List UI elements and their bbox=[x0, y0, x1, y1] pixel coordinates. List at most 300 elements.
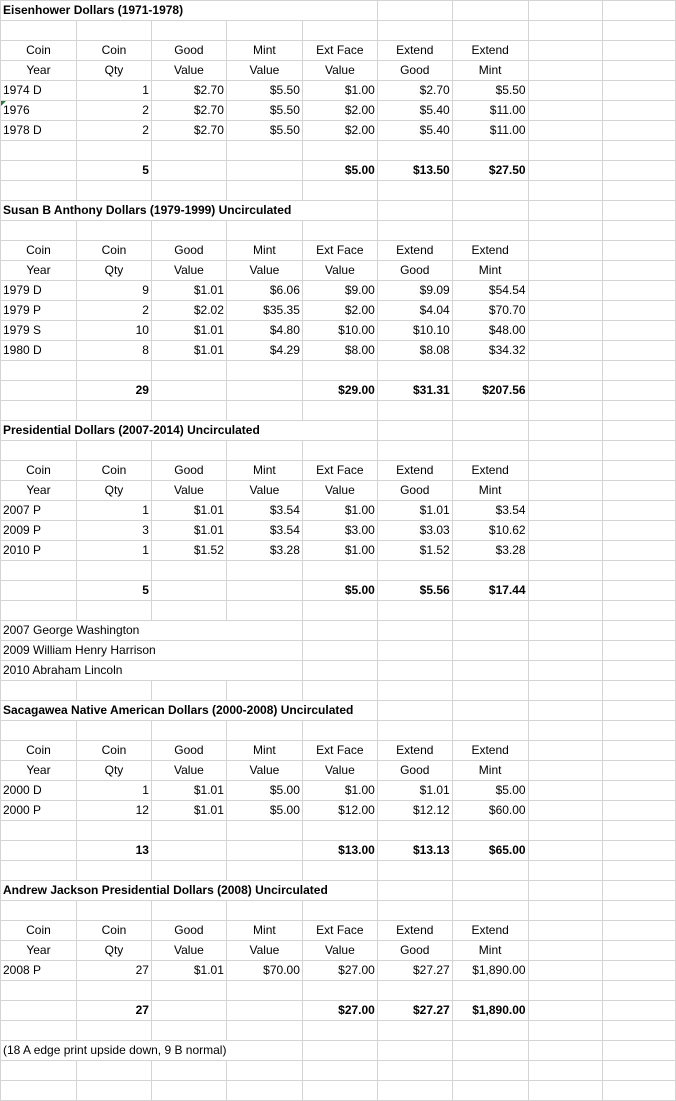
cell[interactable] bbox=[1, 861, 77, 881]
cell[interactable] bbox=[1, 981, 77, 1001]
cell[interactable] bbox=[1, 1001, 77, 1021]
cell[interactable] bbox=[377, 641, 452, 661]
total-ext-mint-cell[interactable]: $65.00 bbox=[452, 841, 528, 861]
cell[interactable] bbox=[377, 861, 452, 881]
coin-good-cell[interactable]: $1.01 bbox=[151, 341, 226, 361]
cell[interactable] bbox=[226, 1061, 302, 1081]
cell[interactable] bbox=[528, 61, 603, 81]
coin-ext-mint-cell[interactable]: $5.50 bbox=[452, 81, 528, 101]
cell[interactable] bbox=[528, 181, 603, 201]
coin-qty-cell[interactable]: 1 bbox=[76, 501, 151, 521]
cell[interactable] bbox=[528, 321, 603, 341]
cell[interactable] bbox=[528, 741, 603, 761]
cell[interactable] bbox=[76, 1021, 151, 1041]
column-header[interactable]: Mint bbox=[226, 461, 302, 481]
cell[interactable] bbox=[528, 501, 603, 521]
coin-ext-good-cell[interactable]: $1.52 bbox=[377, 541, 452, 561]
cell[interactable] bbox=[76, 681, 151, 701]
coin-ext-mint-cell[interactable]: $48.00 bbox=[452, 321, 528, 341]
cell[interactable] bbox=[603, 841, 676, 861]
cell[interactable] bbox=[528, 1001, 603, 1021]
column-header[interactable]: Ext Face bbox=[302, 741, 377, 761]
coin-mint-cell[interactable]: $5.50 bbox=[226, 101, 302, 121]
column-header[interactable]: Mint bbox=[452, 761, 528, 781]
cell[interactable] bbox=[603, 241, 676, 261]
cell[interactable] bbox=[452, 561, 528, 581]
cell[interactable] bbox=[151, 401, 226, 421]
cell[interactable] bbox=[302, 1041, 377, 1061]
cell[interactable] bbox=[603, 601, 676, 621]
cell[interactable] bbox=[377, 181, 452, 201]
column-header[interactable]: Good bbox=[377, 941, 452, 961]
total-qty-cell[interactable]: 27 bbox=[76, 1001, 151, 1021]
column-header[interactable]: Ext Face bbox=[302, 461, 377, 481]
cell[interactable] bbox=[603, 21, 676, 41]
column-header[interactable]: Extend bbox=[377, 461, 452, 481]
cell[interactable] bbox=[226, 381, 302, 401]
cell[interactable] bbox=[302, 601, 377, 621]
cell[interactable] bbox=[76, 561, 151, 581]
cell[interactable] bbox=[528, 241, 603, 261]
column-header[interactable]: Good bbox=[377, 481, 452, 501]
total-ext-mint-cell[interactable]: $1,890.00 bbox=[452, 1001, 528, 1021]
cell[interactable] bbox=[226, 841, 302, 861]
cell[interactable] bbox=[377, 721, 452, 741]
cell[interactable] bbox=[603, 301, 676, 321]
coin-ext-good-cell[interactable]: $8.08 bbox=[377, 341, 452, 361]
cell[interactable] bbox=[302, 621, 377, 641]
cell[interactable] bbox=[226, 161, 302, 181]
column-header[interactable]: Value bbox=[151, 481, 226, 501]
coin-ext-good-cell[interactable]: $9.09 bbox=[377, 281, 452, 301]
cell[interactable] bbox=[452, 1, 528, 21]
cell[interactable] bbox=[377, 701, 452, 721]
column-header[interactable]: Qty bbox=[76, 61, 151, 81]
cell[interactable] bbox=[603, 381, 676, 401]
coin-qty-cell[interactable]: 1 bbox=[76, 81, 151, 101]
cell[interactable] bbox=[226, 221, 302, 241]
cell[interactable] bbox=[302, 361, 377, 381]
cell[interactable] bbox=[603, 461, 676, 481]
cell[interactable] bbox=[1, 581, 77, 601]
coin-ext-mint-cell[interactable]: $34.32 bbox=[452, 341, 528, 361]
coin-face-cell[interactable]: $10.00 bbox=[302, 321, 377, 341]
cell[interactable] bbox=[528, 541, 603, 561]
column-header[interactable]: Good bbox=[377, 61, 452, 81]
cell[interactable] bbox=[151, 861, 226, 881]
cell[interactable] bbox=[452, 361, 528, 381]
cell[interactable] bbox=[151, 141, 226, 161]
cell[interactable] bbox=[528, 361, 603, 381]
cell[interactable] bbox=[452, 901, 528, 921]
column-header[interactable]: Coin bbox=[1, 41, 77, 61]
cell[interactable] bbox=[452, 861, 528, 881]
column-header[interactable]: Value bbox=[302, 761, 377, 781]
cell[interactable] bbox=[226, 901, 302, 921]
cell[interactable] bbox=[151, 841, 226, 861]
cell[interactable] bbox=[603, 801, 676, 821]
cell[interactable] bbox=[528, 1061, 603, 1081]
coin-mint-cell[interactable]: $3.28 bbox=[226, 541, 302, 561]
cell[interactable] bbox=[603, 981, 676, 1001]
cell[interactable] bbox=[302, 981, 377, 1001]
coin-qty-cell[interactable]: 12 bbox=[76, 801, 151, 821]
column-header[interactable]: Mint bbox=[452, 941, 528, 961]
coin-ext-good-cell[interactable]: $3.03 bbox=[377, 521, 452, 541]
cell[interactable] bbox=[226, 21, 302, 41]
cell[interactable] bbox=[528, 861, 603, 881]
coin-year-cell[interactable]: 2008 P bbox=[1, 961, 77, 981]
cell[interactable] bbox=[302, 861, 377, 881]
cell[interactable] bbox=[452, 181, 528, 201]
coin-face-cell[interactable]: $2.00 bbox=[302, 101, 377, 121]
total-ext-mint-cell[interactable]: $27.50 bbox=[452, 161, 528, 181]
cell[interactable] bbox=[528, 461, 603, 481]
cell[interactable] bbox=[302, 221, 377, 241]
cell[interactable] bbox=[302, 181, 377, 201]
cell[interactable] bbox=[528, 781, 603, 801]
cell[interactable] bbox=[528, 421, 603, 441]
cell[interactable] bbox=[528, 1, 603, 21]
column-header[interactable]: Value bbox=[226, 481, 302, 501]
column-header[interactable]: Qty bbox=[76, 941, 151, 961]
cell[interactable] bbox=[76, 401, 151, 421]
cell[interactable] bbox=[603, 781, 676, 801]
cell[interactable] bbox=[603, 521, 676, 541]
column-header[interactable]: Value bbox=[151, 941, 226, 961]
section-title[interactable]: Sacagawea Native American Dollars (2000-2008) Uncirculated bbox=[1, 701, 378, 721]
cell[interactable] bbox=[528, 701, 603, 721]
note-text[interactable]: (18 A edge print upside down, 9 B normal) bbox=[1, 1041, 303, 1061]
coin-year-cell[interactable]: 2000 D bbox=[1, 781, 77, 801]
total-ext-good-cell[interactable]: $13.50 bbox=[377, 161, 452, 181]
cell[interactable] bbox=[151, 561, 226, 581]
cell[interactable] bbox=[603, 501, 676, 521]
coin-mint-cell[interactable]: $5.50 bbox=[226, 121, 302, 141]
column-header[interactable]: Coin bbox=[76, 241, 151, 261]
cell[interactable] bbox=[377, 421, 452, 441]
column-header[interactable]: Coin bbox=[1, 461, 77, 481]
column-header[interactable]: Coin bbox=[1, 741, 77, 761]
cell[interactable] bbox=[226, 1081, 302, 1101]
cell[interactable] bbox=[452, 141, 528, 161]
column-header[interactable]: Mint bbox=[226, 921, 302, 941]
column-header[interactable]: Good bbox=[377, 261, 452, 281]
coin-face-cell[interactable]: $1.00 bbox=[302, 501, 377, 521]
cell[interactable] bbox=[151, 901, 226, 921]
coin-good-cell[interactable]: $1.01 bbox=[151, 281, 226, 301]
cell[interactable] bbox=[452, 661, 528, 681]
cell[interactable] bbox=[452, 421, 528, 441]
column-header[interactable]: Value bbox=[226, 61, 302, 81]
cell[interactable] bbox=[603, 441, 676, 461]
cell[interactable] bbox=[452, 441, 528, 461]
cell[interactable] bbox=[226, 1001, 302, 1021]
total-face-cell[interactable]: $13.00 bbox=[302, 841, 377, 861]
cell[interactable] bbox=[528, 641, 603, 661]
cell[interactable] bbox=[452, 621, 528, 641]
cell[interactable] bbox=[452, 401, 528, 421]
column-header[interactable]: Good bbox=[377, 761, 452, 781]
cell[interactable] bbox=[76, 901, 151, 921]
total-qty-cell[interactable]: 5 bbox=[76, 161, 151, 181]
total-face-cell[interactable]: $27.00 bbox=[302, 1001, 377, 1021]
cell[interactable] bbox=[603, 661, 676, 681]
coin-mint-cell[interactable]: $4.80 bbox=[226, 321, 302, 341]
cell[interactable] bbox=[226, 561, 302, 581]
coin-good-cell[interactable]: $1.01 bbox=[151, 321, 226, 341]
coin-ext-mint-cell[interactable]: $10.62 bbox=[452, 521, 528, 541]
cell[interactable] bbox=[377, 401, 452, 421]
cell[interactable] bbox=[528, 161, 603, 181]
cell[interactable] bbox=[1, 681, 77, 701]
cell[interactable] bbox=[603, 101, 676, 121]
coin-face-cell[interactable]: $12.00 bbox=[302, 801, 377, 821]
cell[interactable] bbox=[528, 661, 603, 681]
cell[interactable] bbox=[1, 221, 77, 241]
cell[interactable] bbox=[603, 901, 676, 921]
column-header[interactable]: Ext Face bbox=[302, 41, 377, 61]
total-ext-mint-cell[interactable]: $207.56 bbox=[452, 381, 528, 401]
column-header[interactable]: Year bbox=[1, 941, 77, 961]
cell[interactable] bbox=[528, 601, 603, 621]
cell[interactable] bbox=[76, 141, 151, 161]
column-header[interactable]: Value bbox=[302, 61, 377, 81]
cell[interactable] bbox=[603, 1081, 676, 1101]
column-header[interactable]: Year bbox=[1, 481, 77, 501]
column-header[interactable]: Mint bbox=[452, 61, 528, 81]
cell[interactable] bbox=[452, 721, 528, 741]
cell[interactable] bbox=[1, 1061, 77, 1081]
cell[interactable] bbox=[377, 441, 452, 461]
cell[interactable] bbox=[151, 721, 226, 741]
cell[interactable] bbox=[1, 821, 77, 841]
cell[interactable] bbox=[226, 581, 302, 601]
cell[interactable] bbox=[226, 681, 302, 701]
column-header[interactable]: Mint bbox=[226, 41, 302, 61]
cell[interactable] bbox=[226, 441, 302, 461]
cell[interactable] bbox=[151, 681, 226, 701]
cell[interactable] bbox=[528, 881, 603, 901]
cell[interactable] bbox=[1, 361, 77, 381]
cell[interactable] bbox=[603, 221, 676, 241]
column-header[interactable]: Good bbox=[151, 921, 226, 941]
coin-face-cell[interactable]: $9.00 bbox=[302, 281, 377, 301]
column-header[interactable]: Ext Face bbox=[302, 241, 377, 261]
cell[interactable] bbox=[528, 721, 603, 741]
cell[interactable] bbox=[603, 121, 676, 141]
cell[interactable] bbox=[603, 1021, 676, 1041]
cell[interactable] bbox=[452, 881, 528, 901]
cell[interactable] bbox=[1, 401, 77, 421]
column-header[interactable]: Value bbox=[226, 761, 302, 781]
coin-qty-cell[interactable]: 10 bbox=[76, 321, 151, 341]
column-header[interactable]: Value bbox=[151, 761, 226, 781]
cell[interactable] bbox=[377, 821, 452, 841]
coin-year-cell[interactable]: 2007 P bbox=[1, 501, 77, 521]
note-text[interactable]: 2007 George Washington bbox=[1, 621, 303, 641]
cell[interactable] bbox=[226, 601, 302, 621]
cell[interactable] bbox=[603, 821, 676, 841]
section-title[interactable]: Susan B Anthony Dollars (1979-1999) Uncirculated bbox=[1, 201, 378, 221]
coin-year-cell[interactable]: 1974 D bbox=[1, 81, 77, 101]
cell[interactable] bbox=[528, 381, 603, 401]
coin-good-cell[interactable]: $1.01 bbox=[151, 801, 226, 821]
cell[interactable] bbox=[603, 561, 676, 581]
cell[interactable] bbox=[1, 841, 77, 861]
cell[interactable] bbox=[603, 641, 676, 661]
coin-ext-mint-cell[interactable]: $11.00 bbox=[452, 101, 528, 121]
coin-qty-cell[interactable]: 9 bbox=[76, 281, 151, 301]
cell[interactable] bbox=[1, 381, 77, 401]
cell[interactable] bbox=[226, 1021, 302, 1041]
cell[interactable] bbox=[603, 141, 676, 161]
coin-face-cell[interactable]: $1.00 bbox=[302, 81, 377, 101]
column-header[interactable]: Qty bbox=[76, 761, 151, 781]
coin-year-cell[interactable]: 1979 S bbox=[1, 321, 77, 341]
cell[interactable] bbox=[452, 221, 528, 241]
coin-ext-mint-cell[interactable]: $5.00 bbox=[452, 781, 528, 801]
cell[interactable] bbox=[151, 361, 226, 381]
cell[interactable] bbox=[151, 221, 226, 241]
cell[interactable] bbox=[1, 161, 77, 181]
total-face-cell[interactable]: $5.00 bbox=[302, 581, 377, 601]
column-header[interactable]: Good bbox=[151, 241, 226, 261]
cell[interactable] bbox=[1, 21, 77, 41]
coin-good-cell[interactable]: $2.70 bbox=[151, 101, 226, 121]
coin-ext-mint-cell[interactable]: $70.70 bbox=[452, 301, 528, 321]
cell[interactable] bbox=[603, 1061, 676, 1081]
column-header[interactable]: Mint bbox=[452, 481, 528, 501]
cell[interactable] bbox=[603, 181, 676, 201]
cell[interactable] bbox=[528, 761, 603, 781]
cell[interactable] bbox=[528, 101, 603, 121]
cell[interactable] bbox=[226, 181, 302, 201]
coin-ext-good-cell[interactable]: $4.04 bbox=[377, 301, 452, 321]
cell[interactable] bbox=[76, 821, 151, 841]
coin-mint-cell[interactable]: $5.00 bbox=[226, 781, 302, 801]
cell[interactable] bbox=[528, 581, 603, 601]
cell[interactable] bbox=[603, 761, 676, 781]
coin-ext-good-cell[interactable]: $2.70 bbox=[377, 81, 452, 101]
cell[interactable] bbox=[603, 361, 676, 381]
column-header[interactable]: Extend bbox=[377, 921, 452, 941]
cell[interactable] bbox=[226, 401, 302, 421]
cell[interactable] bbox=[1, 141, 77, 161]
cell[interactable] bbox=[302, 721, 377, 741]
column-header[interactable]: Value bbox=[151, 261, 226, 281]
cell[interactable] bbox=[226, 821, 302, 841]
cell[interactable] bbox=[377, 201, 452, 221]
coin-face-cell[interactable]: $1.00 bbox=[302, 781, 377, 801]
cell[interactable] bbox=[603, 41, 676, 61]
total-ext-good-cell[interactable]: $27.27 bbox=[377, 1001, 452, 1021]
cell[interactable] bbox=[528, 901, 603, 921]
coin-ext-good-cell[interactable]: $1.01 bbox=[377, 501, 452, 521]
cell[interactable] bbox=[603, 961, 676, 981]
cell[interactable] bbox=[603, 741, 676, 761]
column-header[interactable]: Qty bbox=[76, 481, 151, 501]
total-ext-good-cell[interactable]: $31.31 bbox=[377, 381, 452, 401]
cell[interactable] bbox=[226, 141, 302, 161]
cell[interactable] bbox=[302, 901, 377, 921]
column-header[interactable]: Ext Face bbox=[302, 921, 377, 941]
coin-mint-cell[interactable]: $4.29 bbox=[226, 341, 302, 361]
cell[interactable] bbox=[302, 681, 377, 701]
column-header[interactable]: Year bbox=[1, 261, 77, 281]
cell[interactable] bbox=[603, 61, 676, 81]
coin-mint-cell[interactable]: $70.00 bbox=[226, 961, 302, 981]
coin-ext-good-cell[interactable]: $12.12 bbox=[377, 801, 452, 821]
cell[interactable] bbox=[302, 821, 377, 841]
cell[interactable] bbox=[528, 941, 603, 961]
cell[interactable] bbox=[377, 1061, 452, 1081]
cell[interactable] bbox=[151, 161, 226, 181]
total-ext-mint-cell[interactable]: $17.44 bbox=[452, 581, 528, 601]
cell[interactable] bbox=[151, 821, 226, 841]
cell[interactable] bbox=[302, 141, 377, 161]
cell[interactable] bbox=[377, 981, 452, 1001]
cell[interactable] bbox=[76, 721, 151, 741]
cell[interactable] bbox=[302, 21, 377, 41]
coin-qty-cell[interactable]: 1 bbox=[76, 541, 151, 561]
coin-mint-cell[interactable]: $35.35 bbox=[226, 301, 302, 321]
cell[interactable] bbox=[603, 81, 676, 101]
cell[interactable] bbox=[603, 1001, 676, 1021]
cell[interactable] bbox=[603, 941, 676, 961]
cell[interactable] bbox=[603, 721, 676, 741]
cell[interactable] bbox=[603, 881, 676, 901]
cell[interactable] bbox=[377, 141, 452, 161]
cell[interactable] bbox=[603, 201, 676, 221]
coin-mint-cell[interactable]: $3.54 bbox=[226, 521, 302, 541]
cell[interactable] bbox=[377, 21, 452, 41]
cell[interactable] bbox=[151, 1021, 226, 1041]
coin-ext-good-cell[interactable]: $10.10 bbox=[377, 321, 452, 341]
coin-qty-cell[interactable]: 3 bbox=[76, 521, 151, 541]
total-qty-cell[interactable]: 29 bbox=[76, 381, 151, 401]
coin-year-cell[interactable]: 1980 D bbox=[1, 341, 77, 361]
cell[interactable] bbox=[151, 441, 226, 461]
cell[interactable] bbox=[452, 1041, 528, 1061]
cell[interactable] bbox=[603, 581, 676, 601]
column-header[interactable]: Extend bbox=[452, 921, 528, 941]
column-header[interactable]: Coin bbox=[76, 41, 151, 61]
cell[interactable] bbox=[377, 621, 452, 641]
column-header[interactable]: Coin bbox=[1, 921, 77, 941]
coin-good-cell[interactable]: $1.01 bbox=[151, 521, 226, 541]
cell[interactable] bbox=[302, 561, 377, 581]
cell[interactable] bbox=[528, 261, 603, 281]
cell[interactable] bbox=[377, 1021, 452, 1041]
coin-ext-good-cell[interactable]: $1.01 bbox=[377, 781, 452, 801]
cell[interactable] bbox=[226, 981, 302, 1001]
cell[interactable] bbox=[76, 1061, 151, 1081]
coin-year-cell[interactable]: 2009 P bbox=[1, 521, 77, 541]
cell[interactable] bbox=[76, 861, 151, 881]
coin-year-cell[interactable]: 2010 P bbox=[1, 541, 77, 561]
cell[interactable] bbox=[528, 981, 603, 1001]
cell[interactable] bbox=[452, 981, 528, 1001]
cell[interactable] bbox=[377, 561, 452, 581]
column-header[interactable]: Good bbox=[151, 41, 226, 61]
cell[interactable] bbox=[528, 81, 603, 101]
column-header[interactable]: Year bbox=[1, 61, 77, 81]
cell[interactable] bbox=[528, 41, 603, 61]
cell[interactable] bbox=[76, 981, 151, 1001]
cell[interactable] bbox=[528, 281, 603, 301]
cell[interactable] bbox=[302, 1021, 377, 1041]
